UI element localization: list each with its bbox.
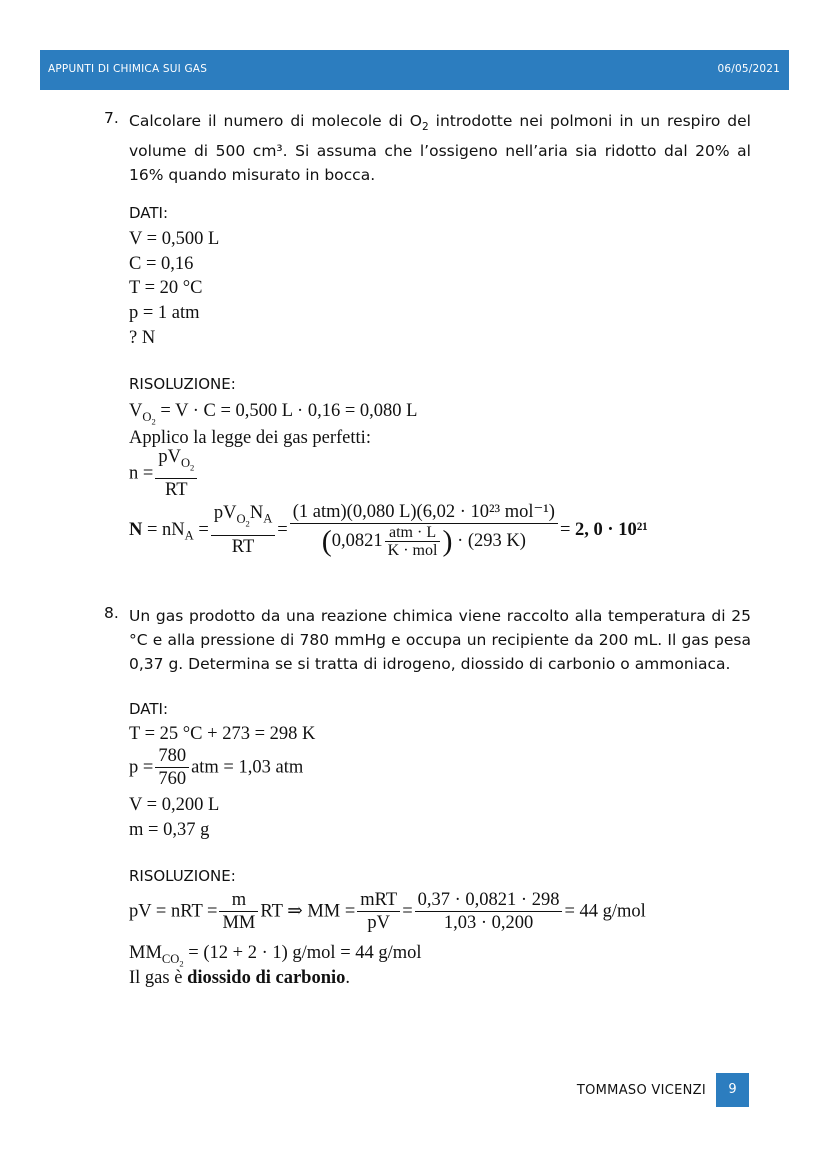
solution-label: RISOLUZIONE: xyxy=(129,867,236,885)
co2-molar-mass: $MM_{CO_2} = (12 + 2 \cdot 1) g/mol = 44$ g/mol xyxy=(129,943,422,969)
footer-author: TOMMASO VICENZI xyxy=(576,1083,706,1098)
problem-number: 7. xyxy=(104,109,119,127)
data-label: DATI: xyxy=(129,700,169,718)
pressure-equation: p = $\frac{780}{760}$ atm = 1,03 atm xyxy=(129,746,304,789)
problem-text: Un gas prodotto da una reazione chimica viene raccolto alla temperatura di 25 °C e alla pressione di 780 mmHg e occupa un recipiente da 200 mL. Il gas pesa 0,37 g. Determina se si tratta di idrogeno, diossido di carbonio o ammoniaca. xyxy=(129,607,751,673)
problem-7 xyxy=(104,109,754,569)
N-result: 2, 0 · 10²¹ xyxy=(575,519,648,540)
data-line: p = 1 atm xyxy=(129,303,200,323)
n-equation: n = $\frac{pV_{O_2}}{RT}$ xyxy=(129,447,199,501)
header-date: 06/05/2021 xyxy=(717,63,780,75)
page-header xyxy=(40,50,789,90)
solution-label: RISOLUZIONE: xyxy=(129,375,236,393)
volume-o2-equation: $V_{O_2} = V \cdot C = 0,500$ L · 0,16 = 0,080 L xyxy=(129,401,418,427)
data-label: DATI: xyxy=(129,204,169,222)
page-number: 9 xyxy=(716,1073,749,1107)
data-line: V = 0,500 L xyxy=(129,229,220,249)
data-line: T = 20 °C xyxy=(129,278,203,298)
molar-mass-equation: pV = nRT = $\frac{m}{MM}$ RT ⇒ MM = $\frac{\text{mRT}}{pV}$ = $\frac{0,37 \cdot 0,0821 \cdot 298}{1,03 \cdot 0,200}$ = 44 g/mol xyxy=(129,890,646,933)
data-line: C = 0,16 xyxy=(129,254,194,274)
header-title: APPUNTI DI CHIMICA SUI GAS xyxy=(48,63,208,75)
problem-text: Calcolare il numero di molecole di $O_2$ introdotte nei polmoni in un respiro del volume di 500 cm³. Si assuma che l’ossigeno nell’aria sia ridotto dal 20% al 16% quando misurato in bocca. xyxy=(129,112,751,185)
data-line: ? N xyxy=(129,328,156,348)
data-line: V = 0,200 L xyxy=(129,795,220,815)
data-line: T = 25 °C + 273 = 298 K xyxy=(129,724,316,744)
applico-text: Applico la legge dei gas perfetti: xyxy=(129,428,371,448)
conclusion: Il gas è diossido di carbonio. xyxy=(129,968,351,988)
data-line: m = 0,37 g xyxy=(129,820,210,840)
problem-8 xyxy=(104,604,754,1004)
problem-number: 8. xyxy=(104,604,119,622)
N-equation: $N = nN_A$ = $\frac{pV_{O_2}N_A}{RT}$ = (1 atm)(0,080 L)(6,02 · 10²³ mol⁻¹) (0,0821 $\frac{\text{atm · L}}{\text{K · mol}}$ ) · (293 K) = 2, 0 · 10²¹ xyxy=(129,502,648,559)
